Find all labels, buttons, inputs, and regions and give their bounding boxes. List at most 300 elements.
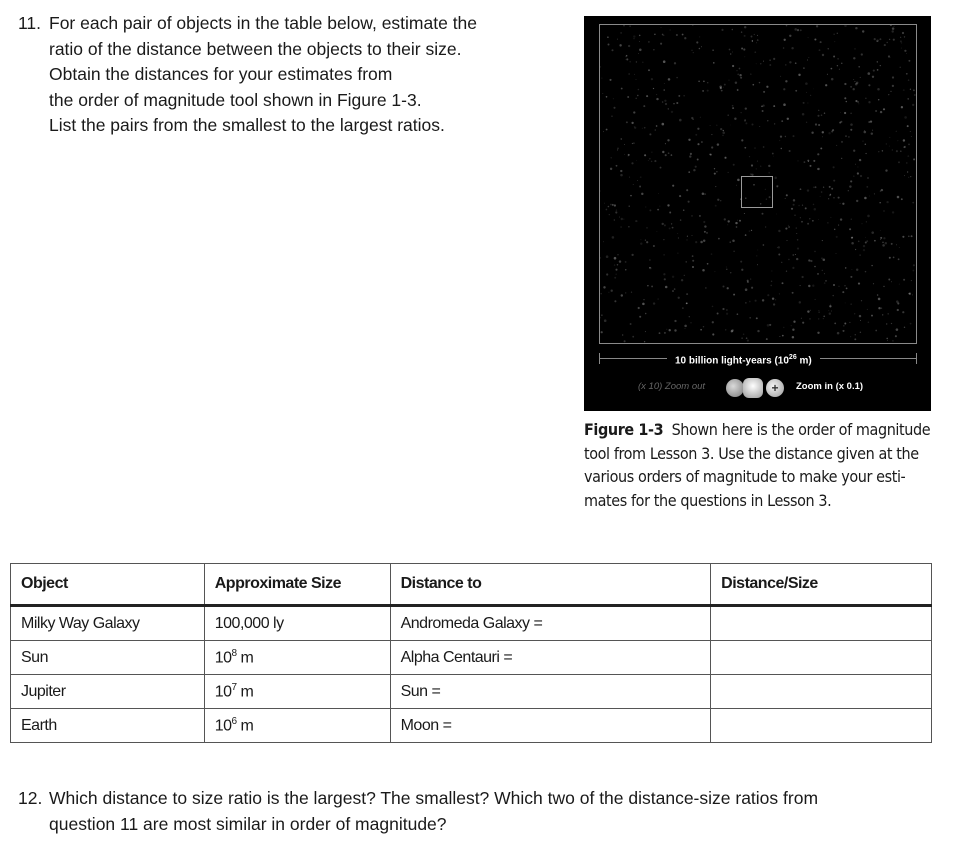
galaxy-dot: [600, 257, 601, 259]
galaxy-dot: [639, 49, 642, 52]
galaxy-dot: [648, 69, 650, 71]
galaxy-dot: [810, 310, 811, 311]
galaxy-dot: [800, 188, 802, 190]
cell-ratio[interactable]: [711, 606, 932, 641]
galaxy-dot: [714, 168, 715, 169]
galaxy-dot: [801, 318, 802, 319]
galaxy-dot: [756, 168, 757, 169]
galaxy-dot: [722, 285, 724, 287]
galaxy-dot: [621, 88, 623, 90]
galaxy-dot: [793, 199, 795, 201]
galaxy-dot: [908, 235, 910, 237]
galaxy-dot: [689, 155, 691, 157]
galaxy-dot: [874, 240, 876, 242]
galaxy-dot: [844, 83, 846, 85]
galaxy-dot: [643, 105, 645, 107]
galaxy-dot: [907, 155, 909, 157]
galaxy-dot: [662, 101, 664, 103]
galaxy-dot: [690, 153, 692, 155]
galaxy-dot: [614, 300, 616, 302]
galaxy-dot: [645, 313, 647, 315]
galaxy-dot: [662, 151, 664, 153]
galaxy-dot: [910, 176, 911, 177]
galaxy-dot: [853, 57, 855, 59]
galaxy-dot: [886, 42, 887, 43]
galaxy-dot: [686, 239, 688, 241]
galaxy-dot: [663, 254, 664, 255]
galaxy-dot: [757, 330, 759, 332]
question-number: 12.: [18, 788, 43, 808]
galaxy-dot: [832, 295, 833, 296]
galaxy-dot: [803, 67, 805, 69]
galaxy-dot: [739, 74, 741, 76]
galaxy-dot: [823, 258, 826, 261]
cell-distance-to[interactable]: Alpha Centauri =: [390, 641, 711, 675]
galaxy-dot: [844, 112, 846, 114]
galaxy-dot: [745, 302, 746, 303]
caption-text: tool from Lesson 3. Use the distance given at the: [584, 443, 919, 463]
galaxy-dot: [897, 309, 899, 311]
galaxy-dot: [751, 123, 753, 125]
galaxy-dot: [778, 230, 780, 232]
galaxy-dot: [806, 122, 807, 123]
galaxy-dot: [883, 286, 884, 287]
galaxy-dot: [747, 280, 749, 282]
galaxy-dot: [912, 202, 914, 204]
galaxy-dot: [773, 303, 775, 305]
galaxy-dot: [875, 110, 877, 112]
zoom-target-box: [741, 176, 773, 208]
galaxy-dot: [657, 231, 658, 232]
galaxy-dot: [680, 219, 681, 220]
galaxy-dot: [825, 84, 827, 86]
galaxy-dot: [676, 34, 678, 36]
galaxy-dot: [678, 237, 679, 238]
galaxy-dot: [892, 340, 894, 342]
cell-object: Earth: [11, 709, 205, 743]
galaxy-dot: [808, 57, 809, 58]
galaxy-dot: [867, 177, 869, 179]
galaxy-dot: [786, 271, 787, 272]
scale-label: 10 billion light-years ($10^{26}$ m): [667, 350, 820, 369]
galaxy-dot: [615, 269, 617, 271]
galaxy-dot: [614, 257, 617, 260]
galaxy-dot: [600, 293, 602, 295]
galaxy-dot: [888, 94, 889, 95]
galaxy-dot: [701, 46, 702, 47]
galaxy-dot: [851, 269, 852, 270]
galaxy-dot: [898, 140, 899, 141]
galaxy-dot: [698, 80, 700, 82]
galaxy-dot: [611, 115, 613, 117]
galaxy-dot: [762, 213, 764, 215]
galaxy-dot: [824, 282, 826, 284]
galaxy-dot: [791, 325, 792, 326]
galaxy-dot: [853, 150, 855, 152]
galaxy-dot: [809, 218, 810, 219]
galaxy-dot: [896, 131, 897, 132]
galaxy-dot: [662, 34, 664, 36]
galaxy-dot: [718, 238, 720, 240]
zoom-in-button[interactable]: +: [766, 379, 784, 397]
galaxy-dot: [645, 240, 646, 241]
galaxy-dot: [614, 219, 615, 220]
galaxy-dot: [851, 304, 852, 305]
galaxy-dot: [865, 144, 867, 146]
galaxy-dot: [688, 171, 690, 173]
galaxy-dot: [823, 187, 824, 188]
galaxy-dot: [781, 120, 783, 122]
galaxy-dot: [614, 277, 616, 279]
galaxy-dot: [642, 61, 644, 63]
galaxy-dot: [791, 47, 793, 49]
galaxy-dot: [865, 153, 866, 154]
galaxy-dot: [822, 240, 823, 241]
galaxy-dot: [649, 267, 651, 269]
galaxy-dot: [818, 124, 820, 126]
galaxy-dot: [639, 41, 640, 42]
galaxy-dot: [868, 101, 870, 103]
cell-distance-to[interactable]: Moon =: [390, 709, 711, 743]
galaxy-dot: [891, 281, 892, 282]
galaxy-dot: [829, 194, 831, 196]
galaxy-dot: [822, 54, 824, 56]
galaxy-dot: [785, 64, 786, 65]
galaxy-dot: [697, 143, 699, 145]
galaxy-dot: [740, 77, 742, 79]
question-line: For each pair of objects in the table below, estimate the: [49, 13, 478, 33]
galaxy-dot: [625, 261, 627, 263]
galaxy-dot: [874, 193, 875, 194]
galaxy-dot: [796, 258, 798, 260]
galaxy-dot: [673, 103, 675, 105]
galaxy-dot: [642, 303, 645, 306]
cell-distance-to[interactable]: Andromeda Galaxy =: [390, 606, 711, 641]
zoom-slider-handle[interactable]: [743, 378, 763, 398]
galaxy-dot: [904, 116, 907, 119]
galaxy-dot: [755, 300, 757, 302]
galaxy-dot: [724, 157, 726, 159]
galaxy-dot: [714, 173, 716, 175]
galaxy-dot: [835, 253, 836, 254]
galaxy-dot: [840, 112, 841, 113]
galaxy-dot: [822, 270, 823, 271]
galaxy-dot: [623, 218, 624, 219]
galaxy-dot: [903, 89, 905, 91]
galaxy-dot: [886, 338, 888, 340]
galaxy-dot: [651, 152, 652, 153]
galaxy-dot: [904, 175, 905, 176]
galaxy-dot: [722, 132, 725, 135]
caption-text: mates for the questions in Lesson 3.: [584, 490, 832, 510]
galaxy-dot: [787, 118, 789, 120]
galaxy-dot: [632, 143, 633, 144]
galaxy-dot: [669, 227, 671, 229]
galaxy-dot: [688, 139, 690, 141]
galaxy-dot: [754, 51, 756, 53]
galaxy-dot: [726, 309, 728, 311]
galaxy-dot: [855, 249, 856, 250]
galaxy-dot: [851, 218, 852, 219]
galaxy-dot: [878, 307, 880, 309]
galaxy-dot: [886, 143, 887, 144]
galaxy-dot: [715, 186, 716, 187]
cell-ratio[interactable]: [711, 709, 932, 743]
galaxy-dot: [898, 161, 900, 163]
galaxy-dot: [691, 215, 693, 217]
galaxy-dot: [737, 70, 738, 71]
galaxy-dot: [813, 204, 815, 206]
galaxy-dot: [617, 150, 618, 151]
galaxy-dot: [831, 78, 834, 81]
galaxy-dot: [704, 225, 706, 227]
galaxy-dot: [703, 221, 705, 223]
cell-ratio[interactable]: [711, 641, 932, 675]
galaxy-dot: [636, 61, 637, 62]
galaxy-dot: [834, 34, 835, 35]
galaxy-dot: [606, 273, 608, 275]
galaxy-dot: [880, 190, 881, 191]
galaxy-dot: [792, 336, 794, 338]
galaxy-dot: [722, 135, 724, 137]
header-object: Object: [11, 564, 205, 606]
galaxy-dot: [608, 44, 610, 46]
galaxy-dot: [640, 239, 641, 240]
galaxy-dot: [823, 315, 825, 317]
galaxy-dot: [610, 168, 612, 170]
galaxy-dot: [802, 113, 805, 116]
galaxy-dot: [811, 132, 813, 134]
galaxy-dot: [730, 125, 731, 126]
galaxy-dot: [783, 327, 784, 328]
galaxy-dot: [678, 95, 680, 97]
galaxy-dot: [614, 204, 616, 206]
galaxy-dot: [854, 338, 856, 340]
question-12: [18, 786, 818, 837]
galaxy-dot: [763, 105, 765, 107]
galaxy-dot: [861, 300, 862, 301]
galaxy-dot: [620, 170, 622, 172]
galaxy-dot: [766, 86, 768, 88]
galaxy-dot: [756, 42, 757, 43]
galaxy-dot: [741, 269, 743, 271]
galaxy-dot: [849, 322, 850, 323]
cell-ratio[interactable]: [711, 675, 932, 709]
question-line: question 11 are most similar in order of magnitude?: [49, 813, 447, 834]
galaxy-dot: [671, 154, 673, 156]
galaxy-dot: [712, 321, 714, 323]
galaxy-dot: [846, 101, 847, 102]
galaxy-dot: [896, 244, 897, 245]
galaxy-dot: [625, 59, 626, 60]
galaxy-dot: [666, 329, 667, 330]
galaxy-dot: [845, 135, 847, 137]
galaxy-dot: [751, 230, 752, 231]
galaxy-dot: [672, 290, 674, 292]
galaxy-dot: [861, 53, 863, 55]
galaxy-dot: [695, 166, 697, 168]
header-distance-size: Distance/Size: [711, 564, 932, 606]
galaxy-dot: [801, 276, 803, 278]
galaxy-dot: [844, 25, 847, 27]
galaxy-dot: [829, 305, 831, 307]
galaxy-dot: [703, 80, 705, 82]
galaxy-dot: [779, 140, 780, 141]
galaxy-dot: [889, 257, 891, 259]
galaxy-dot: [908, 177, 909, 178]
galaxy-dot: [616, 274, 617, 275]
galaxy-dot: [902, 311, 904, 313]
galaxy-dot: [665, 103, 667, 105]
galaxy-dot: [838, 197, 840, 199]
galaxy-dot: [792, 254, 794, 256]
galaxy-dot: [682, 307, 683, 308]
galaxy-dot: [786, 194, 788, 196]
galaxy-dot: [892, 211, 894, 213]
galaxy-dot: [843, 325, 845, 327]
galaxy-dot: [859, 254, 860, 255]
galaxy-dot: [770, 285, 772, 287]
galaxy-dot: [697, 159, 699, 161]
galaxy-dot: [691, 50, 692, 51]
galaxy-dot: [899, 284, 900, 285]
galaxy-dot: [860, 332, 861, 333]
galaxy-dot: [744, 56, 745, 57]
galaxy-dot: [716, 171, 717, 172]
galaxy-dot: [674, 288, 676, 290]
galaxy-dot: [877, 294, 879, 296]
galaxy-dot: [676, 102, 678, 104]
galaxy-dot: [769, 324, 771, 326]
galaxy-dot: [756, 63, 757, 64]
galaxy-dot: [754, 34, 755, 35]
galaxy-dot: [749, 230, 750, 231]
galaxy-dot: [879, 202, 880, 203]
galaxy-dot: [670, 30, 671, 31]
galaxy-dot: [878, 99, 879, 100]
galaxy-dot: [796, 233, 797, 234]
galaxy-dot: [672, 276, 674, 278]
galaxy-dot: [839, 69, 840, 70]
galaxy-dot: [671, 223, 672, 224]
galaxy-dot: [824, 273, 825, 274]
galaxy-dot: [638, 89, 640, 91]
galaxy-dot: [625, 292, 626, 293]
galaxy-dot: [628, 226, 630, 228]
galaxy-dot: [669, 329, 671, 331]
galaxy-dot: [813, 88, 814, 89]
galaxy-dot: [603, 286, 605, 288]
galaxy-dot: [620, 174, 623, 177]
galaxy-dot: [741, 112, 742, 113]
galaxy-dot: [702, 192, 705, 195]
galaxy-dot: [814, 266, 816, 268]
galaxy-dot: [828, 132, 830, 134]
galaxy-dot: [865, 241, 867, 243]
galaxy-dot: [606, 96, 608, 98]
galaxy-dot: [900, 40, 902, 42]
galaxy-dot: [802, 322, 804, 324]
galaxy-dot: [734, 118, 736, 120]
galaxy-dot: [691, 117, 693, 119]
galaxy-dot: [606, 255, 609, 258]
galaxy-dot: [903, 139, 905, 141]
galaxy-dot: [614, 264, 615, 265]
galaxy-dot: [889, 137, 890, 138]
galaxy-dot: [810, 165, 812, 167]
galaxy-dot: [842, 330, 844, 332]
galaxy-dot: [881, 308, 882, 309]
cell-size: $10^8$ m: [204, 641, 390, 675]
galaxy-dot: [892, 27, 895, 30]
galaxy-dot: [629, 73, 630, 74]
galaxy-dot: [904, 50, 906, 52]
galaxy-dot: [805, 82, 808, 85]
galaxy-dot: [866, 221, 867, 222]
galaxy-dot: [732, 240, 735, 243]
galaxy-dot: [808, 285, 810, 287]
galaxy-dot: [620, 226, 622, 228]
galaxy-dot: [870, 120, 872, 122]
galaxy-dot: [880, 230, 881, 231]
galaxy-dot: [884, 44, 886, 46]
galaxy-dot: [844, 285, 845, 286]
galaxy-dot: [737, 220, 738, 221]
galaxy-dot: [685, 328, 686, 329]
galaxy-dot: [611, 49, 613, 51]
galaxy-dot: [672, 227, 674, 229]
galaxy-dot: [631, 122, 633, 124]
galaxy-dot: [664, 278, 666, 280]
galaxy-dot: [659, 206, 660, 207]
galaxy-dot: [640, 243, 642, 245]
galaxy-dot: [613, 98, 614, 99]
galaxy-dot: [665, 143, 666, 144]
caption-text: various orders of magnitude to make your esti-: [584, 467, 906, 486]
galaxy-dot: [809, 318, 811, 320]
galaxy-dot: [837, 332, 840, 335]
galaxy-dot: [684, 275, 685, 276]
galaxy-dot: [912, 104, 914, 106]
galaxy-dot: [684, 95, 685, 96]
galaxy-dot: [621, 294, 623, 296]
galaxy-dot: [889, 39, 890, 40]
galaxy-dot: [868, 322, 870, 324]
galaxy-dot: [601, 78, 602, 79]
galaxy-dot: [639, 35, 641, 37]
zoom-out-button[interactable]: [726, 379, 744, 397]
galaxy-dot: [771, 271, 772, 272]
galaxy-dot: [776, 185, 778, 187]
galaxy-dot: [625, 56, 626, 57]
scale-tick: [916, 353, 917, 364]
galaxy-dot: [898, 258, 900, 260]
galaxy-dot: [695, 134, 697, 136]
galaxy-dot: [637, 95, 638, 96]
galaxy-dot: [633, 142, 634, 143]
galaxy-dot: [664, 224, 666, 226]
cell-distance-to[interactable]: Sun =: [390, 675, 711, 709]
galaxy-dot: [907, 171, 908, 172]
galaxy-dot: [794, 215, 795, 216]
galaxy-dot: [654, 160, 656, 162]
galaxy-dot: [897, 196, 900, 199]
galaxy-dot: [863, 141, 864, 142]
galaxy-dot: [794, 28, 797, 31]
galaxy-dot: [833, 284, 835, 286]
galaxy-dot: [728, 80, 729, 81]
galaxy-dot: [752, 84, 754, 86]
